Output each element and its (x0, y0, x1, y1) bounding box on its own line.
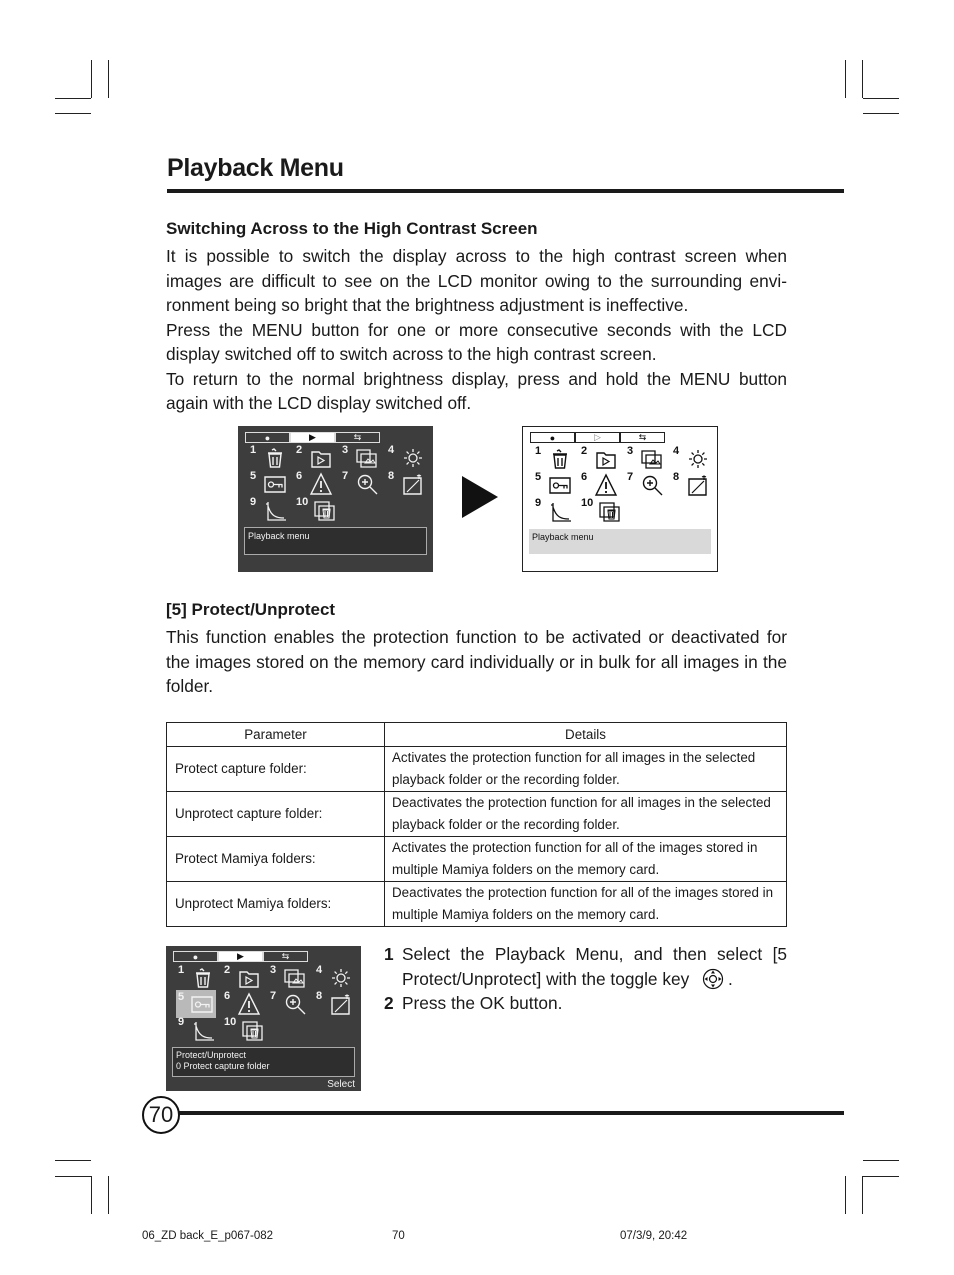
camera-tab-icon: ● (173, 951, 218, 962)
details-cell: Deactivates the protection function for all images in the selected playback folder or the recording folder. (385, 792, 787, 837)
menu-item-protect (250, 472, 296, 496)
details-cell: Activates the protection function for all images in the selected playback folder or the recording folder. (385, 747, 787, 792)
table-row (167, 882, 787, 927)
step-text-part: . (728, 968, 733, 989)
info-line-title: Protect/Unprotect (176, 1050, 247, 1060)
crop-mark (845, 60, 846, 98)
lcd-tab-bar (530, 432, 665, 443)
playback-tab-icon: ▷ (575, 432, 620, 443)
menu-item-protect-selected (176, 990, 216, 1018)
table-row (167, 837, 787, 882)
menu-item-rotate (673, 473, 719, 497)
lcd-tab-bar (173, 951, 308, 962)
menu-item-multi-folder (270, 966, 316, 990)
step-number: 1 (384, 944, 394, 964)
item-number: 9 (250, 496, 257, 508)
item-number: 3 (627, 445, 634, 457)
crop-mark (845, 1176, 846, 1214)
menu-item-brightness (673, 447, 719, 471)
menu-item-delete-all (296, 498, 342, 522)
lcd-tab-bar (245, 432, 380, 443)
select-label: Select (327, 1079, 355, 1090)
menu-item-histogram (250, 498, 296, 522)
zoom-icon (283, 992, 307, 1016)
sun-icon (401, 446, 425, 470)
menu-item-warning (581, 473, 627, 497)
menu-label: Playback menu (532, 532, 594, 542)
sun-icon (329, 966, 353, 990)
toggle-key-icon (702, 968, 724, 990)
warning-icon (594, 473, 618, 497)
camera-tab-icon: ● (245, 432, 290, 443)
item-number: 1 (178, 964, 185, 976)
item-number: 10 (296, 496, 309, 508)
trash-icon (548, 447, 572, 471)
step-2 (384, 991, 787, 1016)
item-number: 5 (250, 470, 257, 482)
paragraph: This function enables the protection function to be activated or deactivated for the images stored on the memory card individually or in bulk for all images in the folder. (166, 627, 787, 696)
menu-item-zoom (342, 472, 388, 496)
histogram-icon (548, 499, 572, 523)
paragraph: It is possible to switch the display across to the high contrast screen when images are difficult to see on the LCD monitor owing to the surrounding envi-ronment being so bright that the brightness adjustment is ineffective. (166, 246, 787, 315)
menu-item-rotate (388, 472, 434, 496)
menu-item-brightness (316, 966, 362, 990)
arrow-right-icon (460, 474, 500, 520)
paragraph: To return to the normal brightness display, press and hold the MENU button again with the LCD display switched off. (166, 368, 787, 413)
item-number: 8 (388, 470, 395, 482)
info-line-value: 0 Protect capture folder (176, 1061, 270, 1071)
section-heading-high-contrast: Switching Across to the High Contrast Screen (166, 219, 538, 238)
footer-page: 70 (392, 1230, 405, 1242)
sun-icon (686, 447, 710, 471)
step-text (402, 942, 787, 991)
zoom-icon (355, 472, 379, 496)
section-heading-protect: [5] Protect/Unprotect (166, 600, 336, 619)
crop-mark (55, 1160, 91, 1161)
item-number: 3 (270, 964, 277, 976)
protect-parameter-table (166, 722, 787, 927)
menu-item-histogram (178, 1018, 224, 1042)
menu-item-warning (296, 472, 342, 496)
setup-tab-icon: ⇆ (263, 951, 308, 962)
menu-item-delete-all (224, 1018, 270, 1042)
folders-icon (355, 446, 379, 470)
menu-label: Playback menu (248, 531, 310, 541)
lcd-info-panel (172, 1047, 355, 1077)
step-number: 2 (384, 993, 394, 1013)
menu-item-delete (250, 446, 296, 470)
rotate-icon (686, 473, 710, 497)
details-cell: Deactivates the protection function for all of the images stored in multiple Mamiya folders on the memory card. (385, 882, 787, 927)
menu-item-delete (535, 447, 581, 471)
crop-mark (862, 1176, 863, 1214)
menu-item-histogram (535, 499, 581, 523)
crop-mark (91, 60, 92, 98)
lcd-info-panel (244, 527, 427, 555)
folders-icon (283, 966, 307, 990)
item-number: 6 (581, 471, 588, 483)
item-number: 4 (673, 445, 680, 457)
item-number: 1 (535, 445, 542, 457)
item-number: 3 (342, 444, 349, 456)
crop-mark (863, 1160, 899, 1161)
item-number: 5 (535, 471, 542, 483)
delete-all-icon (597, 499, 621, 523)
lcd-protect-selected (166, 946, 361, 1091)
item-number: 6 (224, 990, 231, 1002)
folder-play-icon (309, 446, 333, 470)
menu-item-folder (581, 447, 627, 471)
menu-item-rotate (316, 992, 362, 1016)
folders-icon (640, 447, 664, 471)
item-number: 8 (316, 990, 323, 1002)
crop-mark (863, 98, 899, 99)
page-number: 70 (142, 1096, 180, 1134)
folder-play-icon (594, 447, 618, 471)
item-number: 2 (581, 445, 588, 457)
menu-item-delete-all (581, 499, 627, 523)
menu-item-multi-folder (342, 446, 388, 470)
trash-icon (263, 446, 287, 470)
setup-tab-icon: ⇆ (335, 432, 380, 443)
parameter-cell: Protect capture folder: (167, 747, 385, 792)
step-list (384, 942, 787, 1016)
crop-mark (863, 1176, 899, 1177)
parameter-cell: Unprotect capture folder: (167, 792, 385, 837)
menu-item-protect (535, 473, 581, 497)
histogram-icon (191, 1018, 215, 1042)
paragraph: Press the MENU button for one or more consecutive seconds with the LCD display switched off to switch across to the high contrast screen. (166, 319, 787, 364)
menu-item-folder (296, 446, 342, 470)
item-number: 8 (673, 471, 680, 483)
item-number: 2 (224, 964, 231, 976)
menu-item-warning (224, 992, 270, 1016)
menu-item-zoom (627, 473, 673, 497)
crop-mark (108, 1176, 109, 1214)
lcd-info-panel (529, 529, 711, 554)
table-row (167, 747, 787, 792)
table-header-row (167, 723, 787, 747)
crop-mark (108, 60, 109, 98)
item-number: 7 (270, 990, 277, 1002)
menu-item-zoom (270, 992, 316, 1016)
parameter-cell: Unprotect Mamiya folders: (167, 882, 385, 927)
key-icon (190, 992, 214, 1016)
lcd-playback-menu-high-contrast (522, 426, 718, 572)
step-text: Press the OK button. (402, 993, 563, 1013)
step-1 (384, 942, 787, 991)
footer-date: 07/3/9, 20:42 (620, 1230, 688, 1242)
crop-mark (863, 113, 899, 114)
column-header-parameter: Parameter (167, 723, 385, 747)
item-number: 10 (224, 1016, 237, 1028)
menu-item-multi-folder (627, 447, 673, 471)
title-rule (167, 189, 844, 193)
item-number: 4 (388, 444, 395, 456)
crop-mark (55, 98, 91, 99)
menu-item-delete (178, 966, 224, 990)
item-number: 9 (178, 1016, 185, 1028)
lcd-playback-menu-normal (238, 426, 433, 572)
crop-mark (55, 1176, 91, 1177)
rotate-icon (329, 992, 353, 1016)
warning-icon (309, 472, 333, 496)
item-number: 7 (627, 471, 634, 483)
item-number: 6 (296, 470, 303, 482)
item-number: 1 (250, 444, 257, 456)
playback-tab-icon: ▶ (218, 951, 263, 962)
section-body-protect (166, 625, 787, 699)
crop-mark (55, 113, 91, 114)
warning-icon (237, 992, 261, 1016)
crop-mark (91, 1176, 92, 1214)
item-number: 4 (316, 964, 323, 976)
playback-tab-icon: ▶ (290, 432, 335, 443)
menu-item-folder (224, 966, 270, 990)
table-row (167, 792, 787, 837)
histogram-icon (263, 498, 287, 522)
item-number: 2 (296, 444, 303, 456)
footer-file: 06_ZD back_E_p067-082 (142, 1230, 274, 1242)
camera-tab-icon: ● (530, 432, 575, 443)
item-number: 7 (342, 470, 349, 482)
bottom-rule (176, 1111, 844, 1115)
item-number: 9 (535, 497, 542, 509)
details-cell: Activates the protection function for all of the images stored in multiple Mamiya folders on the memory card. (385, 837, 787, 882)
delete-all-icon (312, 498, 336, 522)
step-text-part: Select the Playback Menu, and then select [5 Protect/Unprotect] with the toggle key (402, 944, 787, 989)
menu-item-brightness (388, 446, 434, 470)
setup-tab-icon: ⇆ (620, 432, 665, 443)
crop-mark (862, 60, 863, 98)
folder-play-icon (237, 966, 261, 990)
zoom-icon (640, 473, 664, 497)
delete-all-icon (240, 1018, 264, 1042)
section-body-high-contrast (166, 244, 787, 416)
key-icon (548, 473, 572, 497)
parameter-cell: Protect Mamiya folders: (167, 837, 385, 882)
rotate-icon (401, 472, 425, 496)
key-icon (263, 472, 287, 496)
page-title: Playback Menu (167, 154, 344, 182)
item-number: 5 (178, 991, 185, 1003)
column-header-details: Details (385, 723, 787, 747)
trash-icon (191, 966, 215, 990)
item-number: 10 (581, 497, 594, 509)
